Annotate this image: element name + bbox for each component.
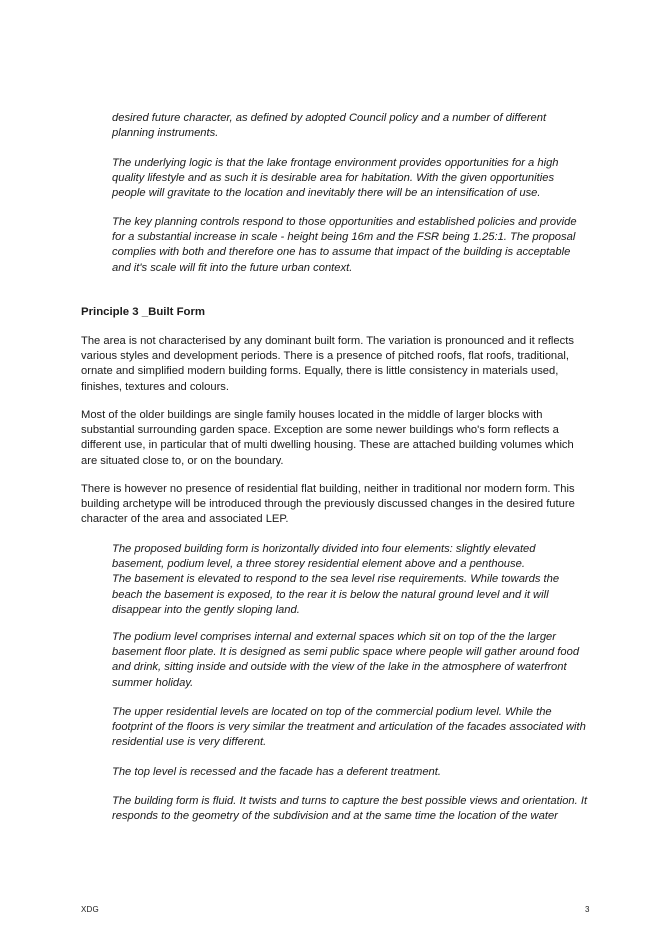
- indented-paragraph-2: [112, 630, 579, 691]
- text-line: substantial surrounding garden space. Exception are some newer buildings who's form reflects a: [81, 424, 559, 437]
- text-line: desired future character, as defined by adopted Council policy and a number of different: [112, 112, 547, 124]
- footer-page-number: 3: [585, 905, 590, 914]
- text-line: quality lifestyle and as such it is desirable area for habitation. With the given opportunities: [112, 172, 555, 185]
- body-paragraph-2: [81, 408, 574, 469]
- text-line: and it's scale will fit into the future urban context.: [112, 261, 353, 274]
- text-line: and drink, sitting inside and outside with the view of the lake in the atmosphere of waterfront: [112, 661, 567, 674]
- text-line: planning instruments.: [112, 127, 219, 140]
- intro-paragraph-2: [112, 156, 559, 202]
- indented-paragraph-5: [112, 794, 587, 824]
- text-line: basement, podium level, a three storey residential element above and a penthouse.: [112, 558, 525, 571]
- text-line: are situated close to, or on the boundary.: [81, 454, 284, 467]
- text-line: building archetype will be introduced through the previously discussed changes in the desired future: [81, 498, 575, 511]
- text-line: disappear into the gently sloping land.: [112, 603, 300, 616]
- section-heading: Principle 3 _Built Form: [81, 306, 206, 318]
- indented-paragraph-1: [112, 542, 559, 618]
- text-line: people will gravitate to the location and inevitably there will be an intensification of use.: [112, 187, 541, 200]
- text-line: finishes, textures and colours.: [81, 380, 229, 393]
- body-paragraph-1: [81, 334, 574, 395]
- text-line: The key planning controls respond to those opportunities and established policies and provide: [112, 216, 577, 228]
- text-line: summer holiday.: [112, 676, 194, 689]
- text-line: responds to the geometry of the subdivision and at the same time the location of the water: [112, 810, 558, 823]
- indented-paragraph-4: [112, 765, 441, 780]
- text-line: residential use is very different.: [112, 736, 267, 749]
- text-line: The building form is fluid. It twists and turns to capture the best possible views and orientation. It: [112, 795, 588, 807]
- text-line: The area is not characterised by any dominant built form. The variation is pronounced and it reflects: [81, 335, 574, 347]
- text-line: footprint of the floors is very similar the treatment and articulation of the facades associated with: [112, 721, 586, 734]
- text-line: The proposed building form is horizontally divided into four elements: slightly elevated: [112, 543, 536, 555]
- footer-company: XDG: [81, 905, 99, 914]
- text-line: character of the area and associated LEP.: [81, 513, 289, 526]
- intro-paragraph-3: [112, 215, 577, 276]
- text-line: beach the basement is exposed, to the rear it is below the natural ground level and it will: [112, 588, 549, 601]
- text-line: The top level is recessed and the facade has a deferent treatment.: [112, 766, 441, 778]
- intro-paragraph-1: [112, 111, 546, 141]
- text-line: The upper residential levels are located on top of the commercial podium level. While the: [112, 706, 552, 718]
- text-line: ornate and simplified modern building forms. Equally, there is little consistency in materials used,: [81, 365, 559, 378]
- text-line: The podium level comprises internal and external spaces which sit on top of the the larger: [112, 631, 557, 643]
- text-line: The basement is elevated to respond to the sea level rise requirements. While towards the: [112, 573, 560, 586]
- text-line: complies with both and therefore one has to assume that impact of the building is acceptable: [112, 246, 571, 259]
- text-line: basement floor plate. It is designed as semi public space where people will gather around food: [112, 646, 580, 659]
- text-line: for a substantial increase in scale - height being 16m and the FSR being 1.25:1. The proposal: [112, 231, 576, 244]
- text-line: There is however no presence of residential flat building, neither in traditional nor modern form. This: [81, 483, 575, 495]
- text-line: Most of the older buildings are single family houses located in the middle of larger blocks with: [81, 409, 543, 421]
- text-line: different use, in particular that of multi dwelling housing. These are attached building volumes which: [81, 439, 574, 452]
- indented-paragraph-3: [112, 705, 586, 751]
- text-line: various styles and development periods. There is a presence of pitched roofs, flat roofs, traditional,: [81, 350, 569, 363]
- text-line: The underlying logic is that the lake frontage environment provides opportunities for a high: [112, 157, 559, 169]
- body-paragraph-3: [81, 482, 575, 528]
